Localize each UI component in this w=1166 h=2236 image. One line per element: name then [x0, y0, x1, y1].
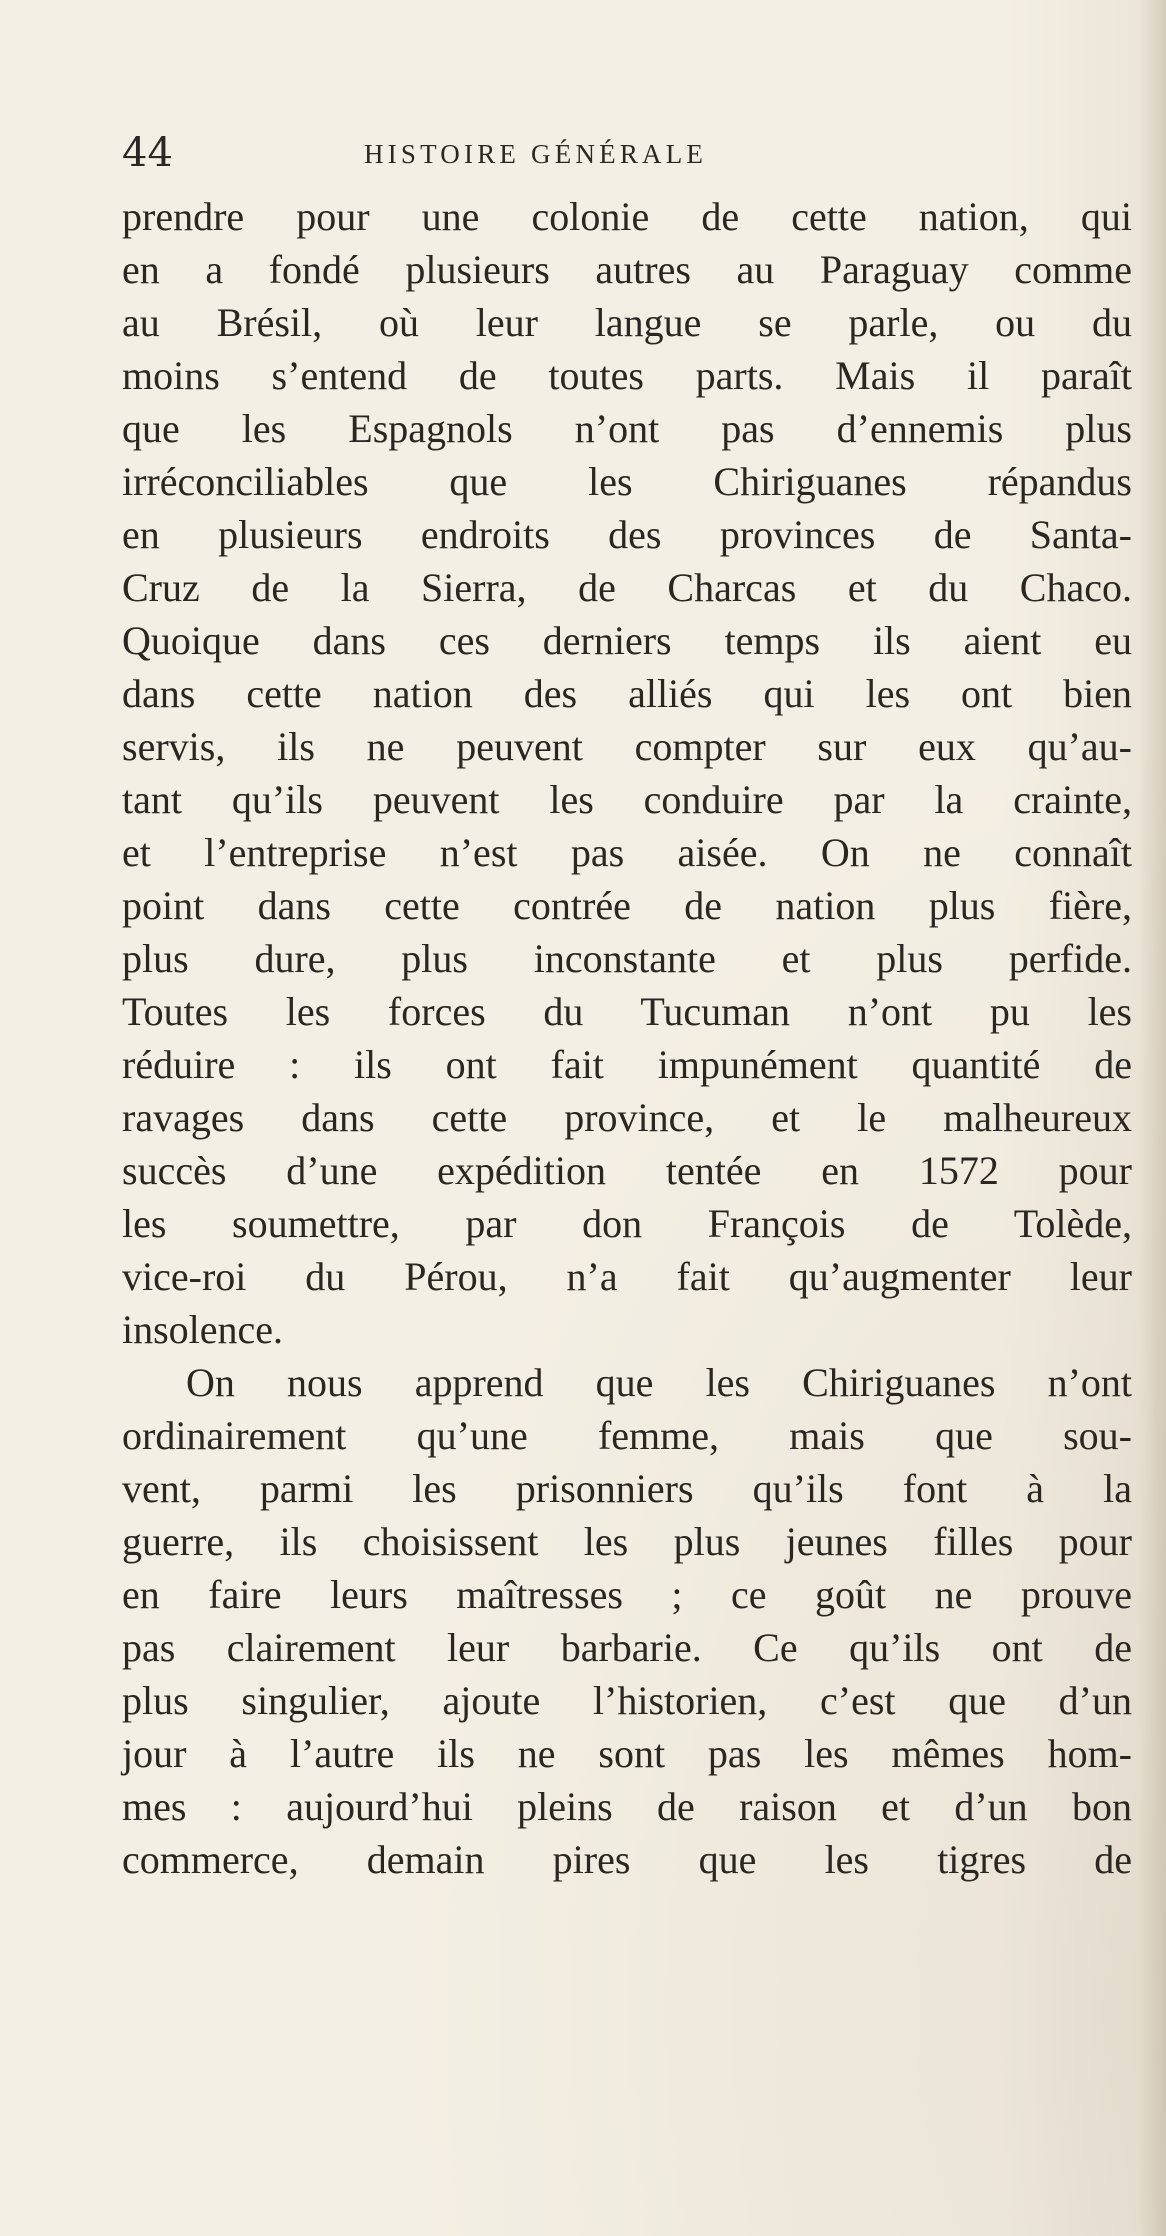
text-line: pas clairement leur barbarie. Ce qu’ils ont de	[122, 1625, 1132, 1670]
text-line: et l’entreprise n’est pas aisée. On ne connaît	[122, 830, 1132, 875]
text-line: Quoique dans ces derniers temps ils aient eu	[122, 618, 1132, 663]
text-line: prendre pour une colonie de cette nation, qui	[122, 194, 1132, 239]
text-line: mes : aujourd’hui pleins de raison et d’un bon	[122, 1784, 1132, 1829]
text-line: moins s’entend de toutes parts. Mais il paraît	[122, 353, 1132, 398]
text-line: vice-roi du Pérou, n’a fait qu’augmenter leur	[122, 1254, 1132, 1299]
text-line: plus dure, plus inconstante et plus perfide.	[122, 936, 1132, 981]
text-line: ordinairement qu’une femme, mais que sou-	[122, 1413, 1132, 1458]
text-line: guerre, ils choisissent les plus jeunes filles pour	[122, 1519, 1132, 1564]
page-edge-shadow	[1138, 0, 1166, 2236]
text-line: Cruz de la Sierra, de Charcas et du Chaco.	[122, 565, 1132, 610]
running-head: HISTOIRE GÉNÉRALE	[364, 139, 708, 169]
text-line: servis, ils ne peuvent compter sur eux qu’au-	[122, 724, 1132, 769]
text-line: jour à l’autre ils ne sont pas les mêmes hom-	[122, 1731, 1132, 1776]
text-line: point dans cette contrée de nation plus fière,	[122, 883, 1132, 928]
text-line: dans cette nation des alliés qui les ont bien	[122, 671, 1132, 716]
page-number: 44	[122, 130, 173, 176]
text-line-paragraph-start: On nous apprend que les Chiriguanes n’ont	[186, 1360, 1132, 1405]
text-line: irréconciliables que les Chiriguanes répandus	[122, 459, 1132, 504]
text-line: vent, parmi les prisonniers qu’ils font à la	[122, 1466, 1132, 1511]
text-line: succès d’une expédition tentée en 1572 pour	[122, 1148, 1132, 1193]
text-line: commerce, demain pires que les tigres de	[122, 1837, 1132, 1882]
body-text	[122, 190, 1132, 1886]
text-line: en faire leurs maîtresses ; ce goût ne prouve	[122, 1572, 1132, 1617]
text-line-paragraph-end: insolence.	[122, 1307, 284, 1352]
page-header	[122, 128, 882, 178]
text-line: ravages dans cette province, et le malheureux	[122, 1095, 1132, 1140]
text-line: que les Espagnols n’ont pas d’ennemis plus	[122, 406, 1132, 451]
text-line: Toutes les forces du Tucuman n’ont pu les	[122, 989, 1132, 1034]
text-line: les soumettre, par don François de Tolède,	[122, 1201, 1132, 1246]
text-line: plus singulier, ajoute l’historien, c’est que d’un	[122, 1678, 1132, 1723]
text-line: en plusieurs endroits des provinces de Santa-	[122, 512, 1132, 557]
text-line: tant qu’ils peuvent les conduire par la crainte,	[122, 777, 1132, 822]
text-line: réduire : ils ont fait impunément quantité de	[122, 1042, 1132, 1087]
text-line: en a fondé plusieurs autres au Paraguay comme	[122, 247, 1132, 292]
text-line: au Brésil, où leur langue se parle, ou du	[122, 300, 1132, 345]
